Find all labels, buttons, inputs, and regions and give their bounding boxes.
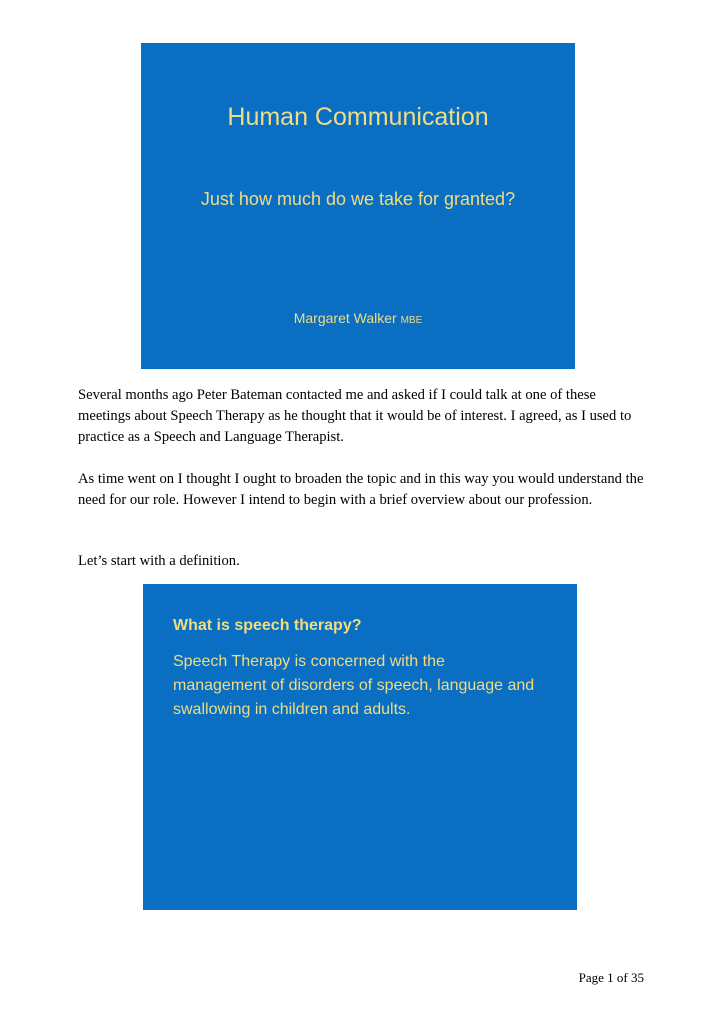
slide-subtitle: Just how much do we take for granted?	[200, 189, 516, 209]
slide-heading: What is speech therapy?	[173, 617, 362, 634]
definition-slide	[143, 584, 577, 910]
slide-body: Speech Therapy is concerned with the management of disorders of speech, language and swallowing in children and adults.	[173, 653, 535, 718]
page-number: Page 1 of 35	[578, 970, 644, 985]
body-paragraph: As time went on I thought I ought to broaden the topic and in this way you would understand the need for our role. However I intend to begin with a brief overview about our profession.	[78, 471, 644, 508]
slide-title: Human Communication	[227, 103, 489, 131]
body-paragraph: Let’s start with a definition.	[78, 553, 240, 569]
author-honor: MBE	[400, 315, 423, 326]
author-name: Margaret Walker	[293, 310, 397, 326]
body-paragraph: Several months ago Peter Bateman contacted me and asked if I could talk at one of these meetings about Speech Therapy as he thought that it would be of interest. I agreed, as I used to practice as a Speech and Language Therapist.	[78, 387, 632, 445]
slide-author	[141, 309, 575, 330]
title-slide	[141, 43, 575, 369]
